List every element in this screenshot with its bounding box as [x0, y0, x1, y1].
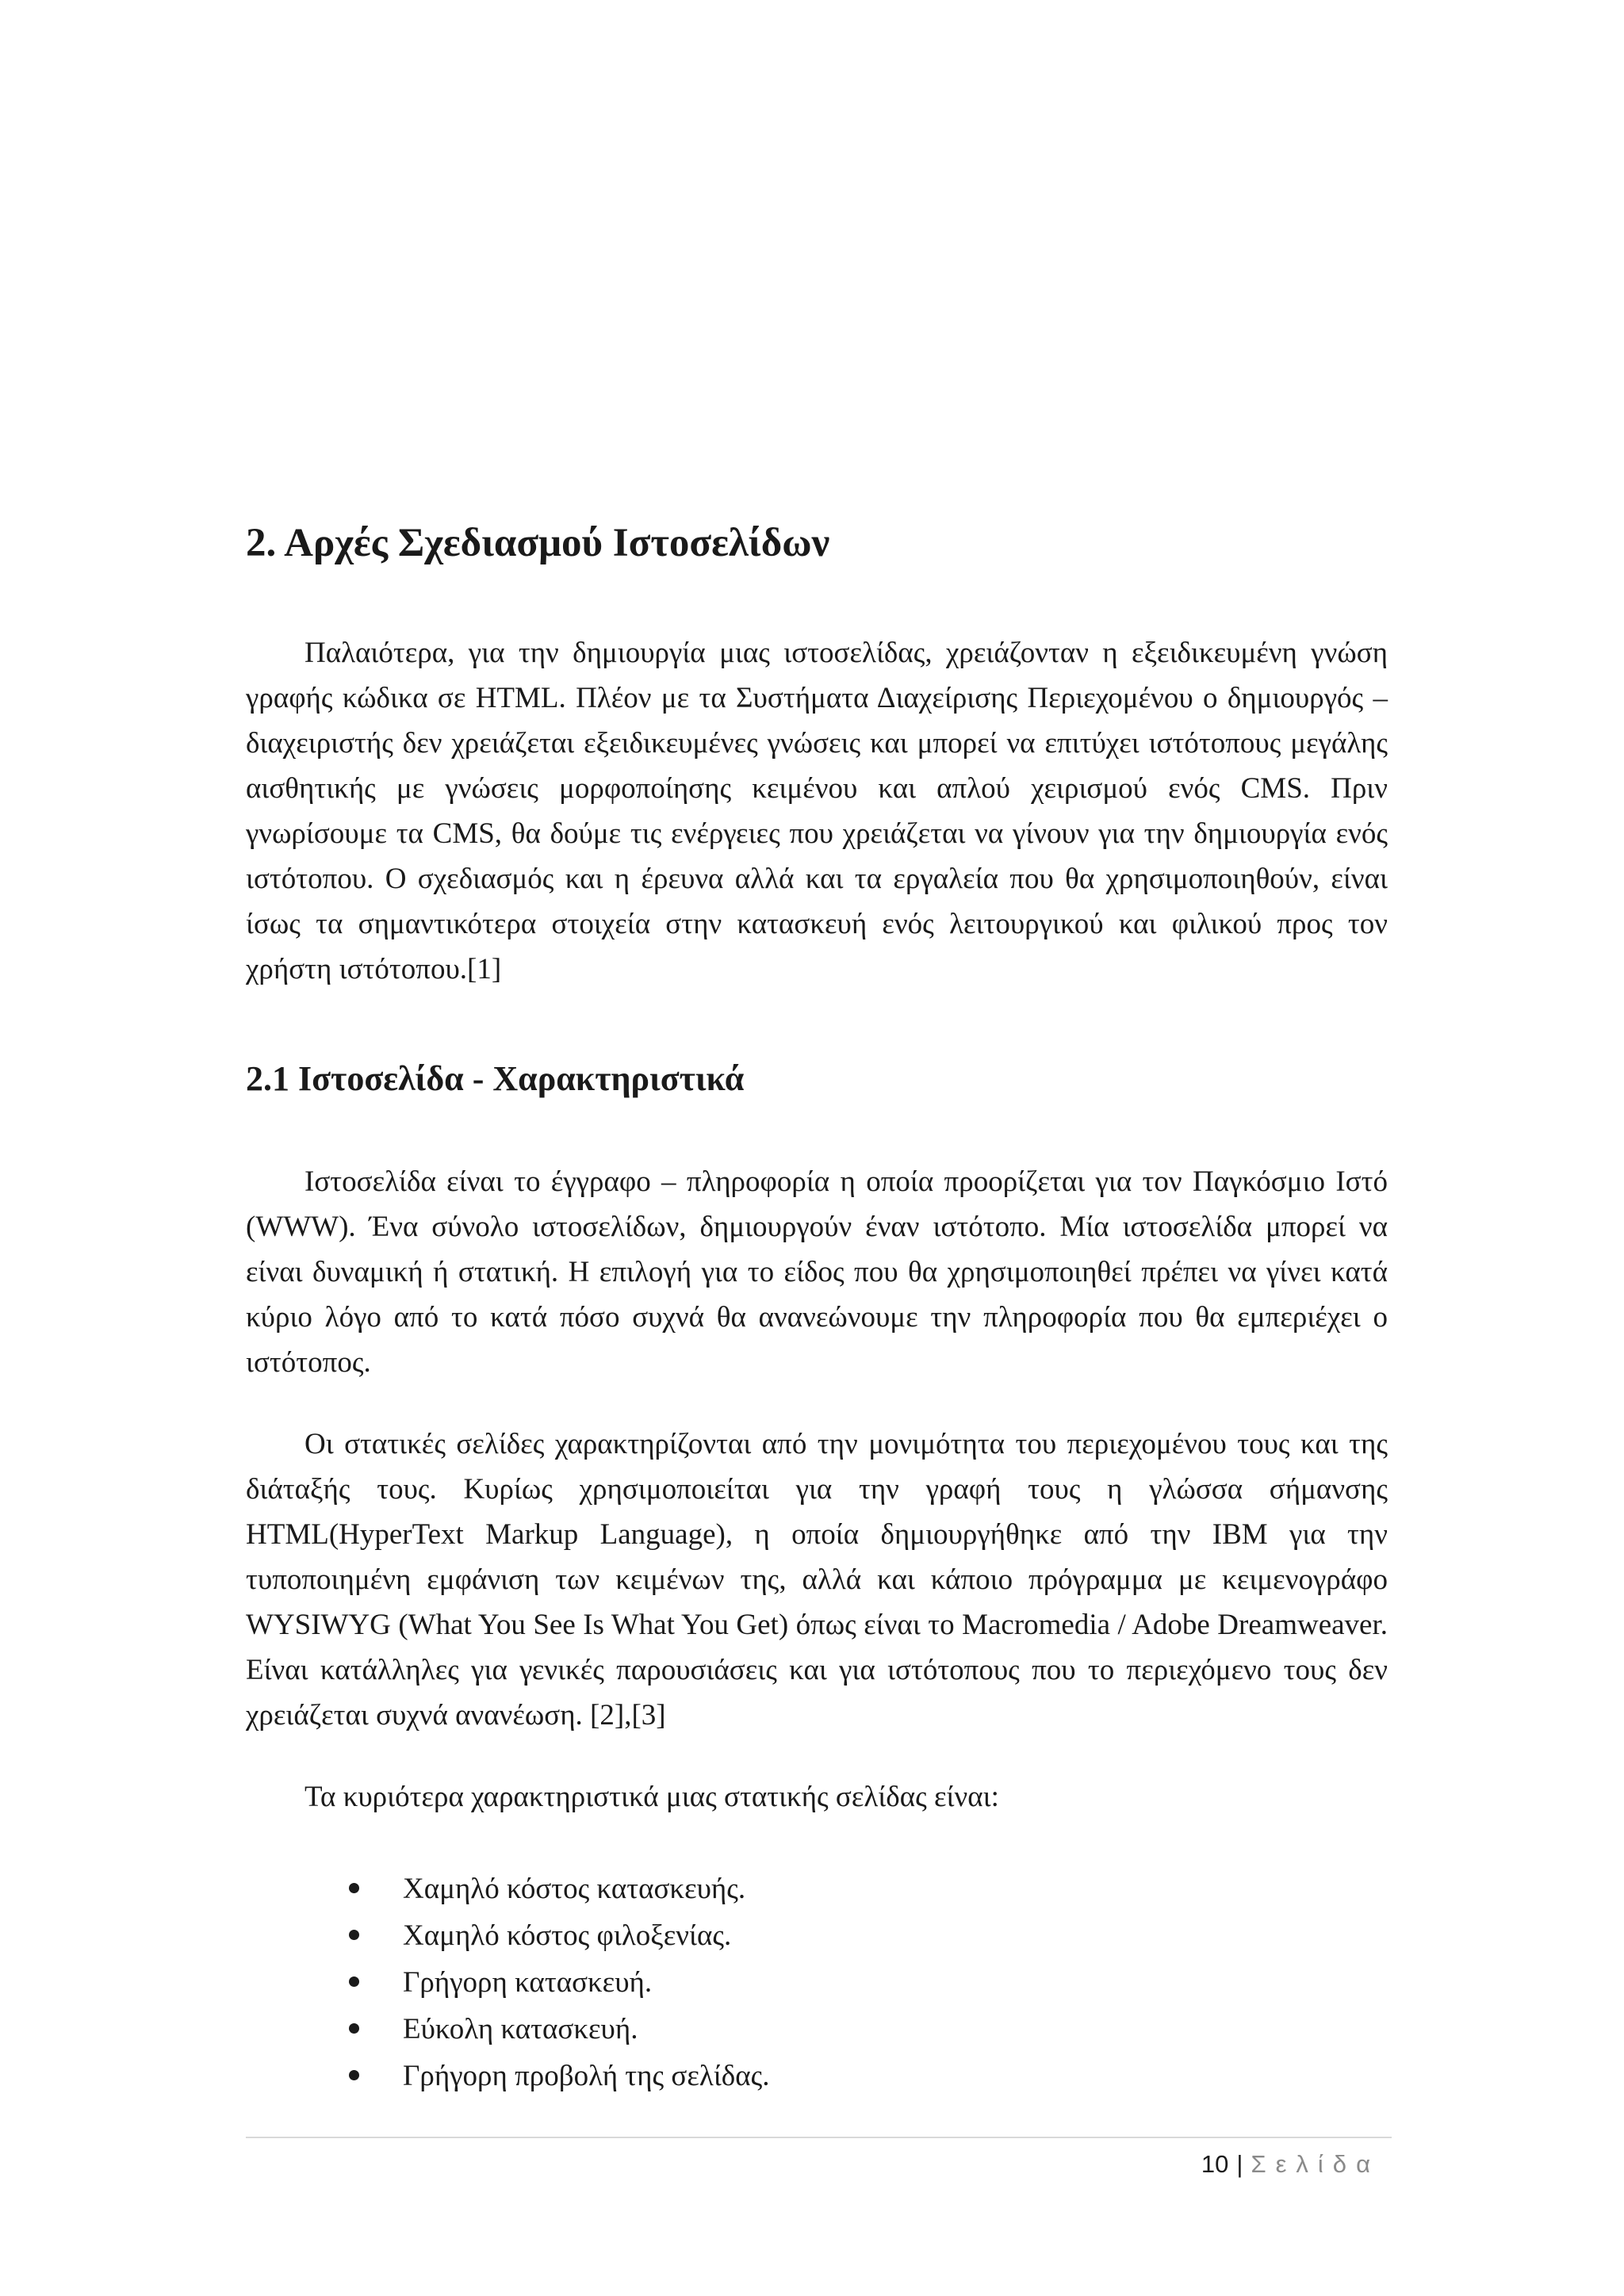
list-item: [349, 1912, 770, 1959]
features-intro-paragraph: Τα κυριότερα χαρακτηριστικά μιας στατικής σελίδας είναι:: [304, 1781, 999, 1813]
bullet-icon: [349, 1930, 359, 1940]
list-item-text: Εύκολη κατασκευή.: [403, 2013, 638, 2045]
features-list: [349, 1866, 770, 2099]
list-item-text: Χαμηλό κόστος κατασκευής.: [403, 1873, 746, 1905]
bullet-icon: [349, 2070, 359, 2080]
list-item: [349, 2053, 770, 2099]
footer-separator: |: [1236, 2150, 1243, 2178]
page-footer: [1201, 2149, 1380, 2180]
static-pages-paragraph: Οι στατικές σελίδες χαρακτηρίζονται από την μονιμότητα του περιεχομένου τους και της διάταξής τους. Κυρίως χρησιμοποιείται για την γραφή τους η γλώσσα σήμανσης HTML(HyperText Markup Language), η οποία δημιουργήθηκε από την IBM για την τυποποιημένη εμφάνιση των κειμένων της, αλλά και κάποιο πρόγραμμα με κειμενογράφο WYSIWYG (What You See Is What You Get) όπως είναι το Macromedia / Adobe Dreamweaver. Είναι κατάλληλες για γενικές παρουσιάσεις και για ιστότοπους που το περιεχόμενο τους δεν χρειάζεται συχνά ανανέωση. [2],[3]: [246, 1428, 1388, 1732]
bullet-icon: [349, 1976, 359, 1987]
footer-divider: [246, 2137, 1392, 2138]
section-title: 2.1 Ιστοσελίδα - Χαρακτηριστικά: [246, 1059, 745, 1098]
chapter-title: 2. Αρχές Σχεδιασμού Ιστοσελίδων: [246, 521, 830, 565]
list-item-text: Γρήγορη κατασκευή.: [403, 1966, 653, 1999]
list-item: [349, 1959, 770, 2006]
intro-paragraph: Παλαιότερα, για την δημιουργία μιας ιστοσελίδας, χρειάζονταν η εξειδικευμένη γνώση γραφής κώδικα σε HTML. Πλέον με τα Συστήματα Διαχείρισης Περιεχομένου ο δημιουργός – διαχειριστής δεν χρειάζεται εξειδικευμένες γνώσεις και μπορεί να επιτύχει ιστότοπους μεγάλης αισθητικής με γνώσεις μορφοποίησης κειμένου και απλού χειρισμού ενός CMS. Πριν γνωρίσουμε τα CMS, θα δούμε τις ενέργειες που χρειάζεται να γίνουν για την δημιουργία ενός ιστότοπου. Ο σχεδιασμός και η έρευνα αλλά και τα εργαλεία που θα χρησιμοποιηθούν, είναι ίσως τα σημαντικότερα στοιχεία στην κατασκευή ενός λειτουργικού και φιλικού προς τον χρήστη ιστότοπου.[1]: [246, 637, 1388, 985]
list-item: [349, 1866, 770, 1912]
webpage-definition-paragraph: Ιστοσελίδα είναι το έγγραφο – πληροφορία η οποία προορίζεται για τον Παγκόσμιο Ιστό (WWW). Ένα σύνολο ιστοσελίδων, δημιουργούν έναν ιστότοπο. Μία ιστοσελίδα μπορεί να είναι δυναμική ή στατική. Η επιλογή για το είδος που θα χρησιμοποιηθεί πρέπει να γίνει κατά κύριο λόγο από το κατά πόσο συχνά θα ανανεώνουμε την πληροφορία που θα εμπεριέχει ο ιστότοπος.: [246, 1165, 1388, 1379]
bullet-icon: [349, 1883, 359, 1893]
list-item-text: Χαμηλό κόστος φιλοξενίας.: [403, 1919, 732, 1952]
page-number: 10: [1201, 2150, 1229, 2178]
bullet-icon: [349, 2023, 359, 2034]
list-item-text: Γρήγορη προβολή της σελίδας.: [403, 2060, 770, 2092]
list-item: [349, 2006, 770, 2053]
page-label: Σελίδα: [1251, 2150, 1380, 2178]
